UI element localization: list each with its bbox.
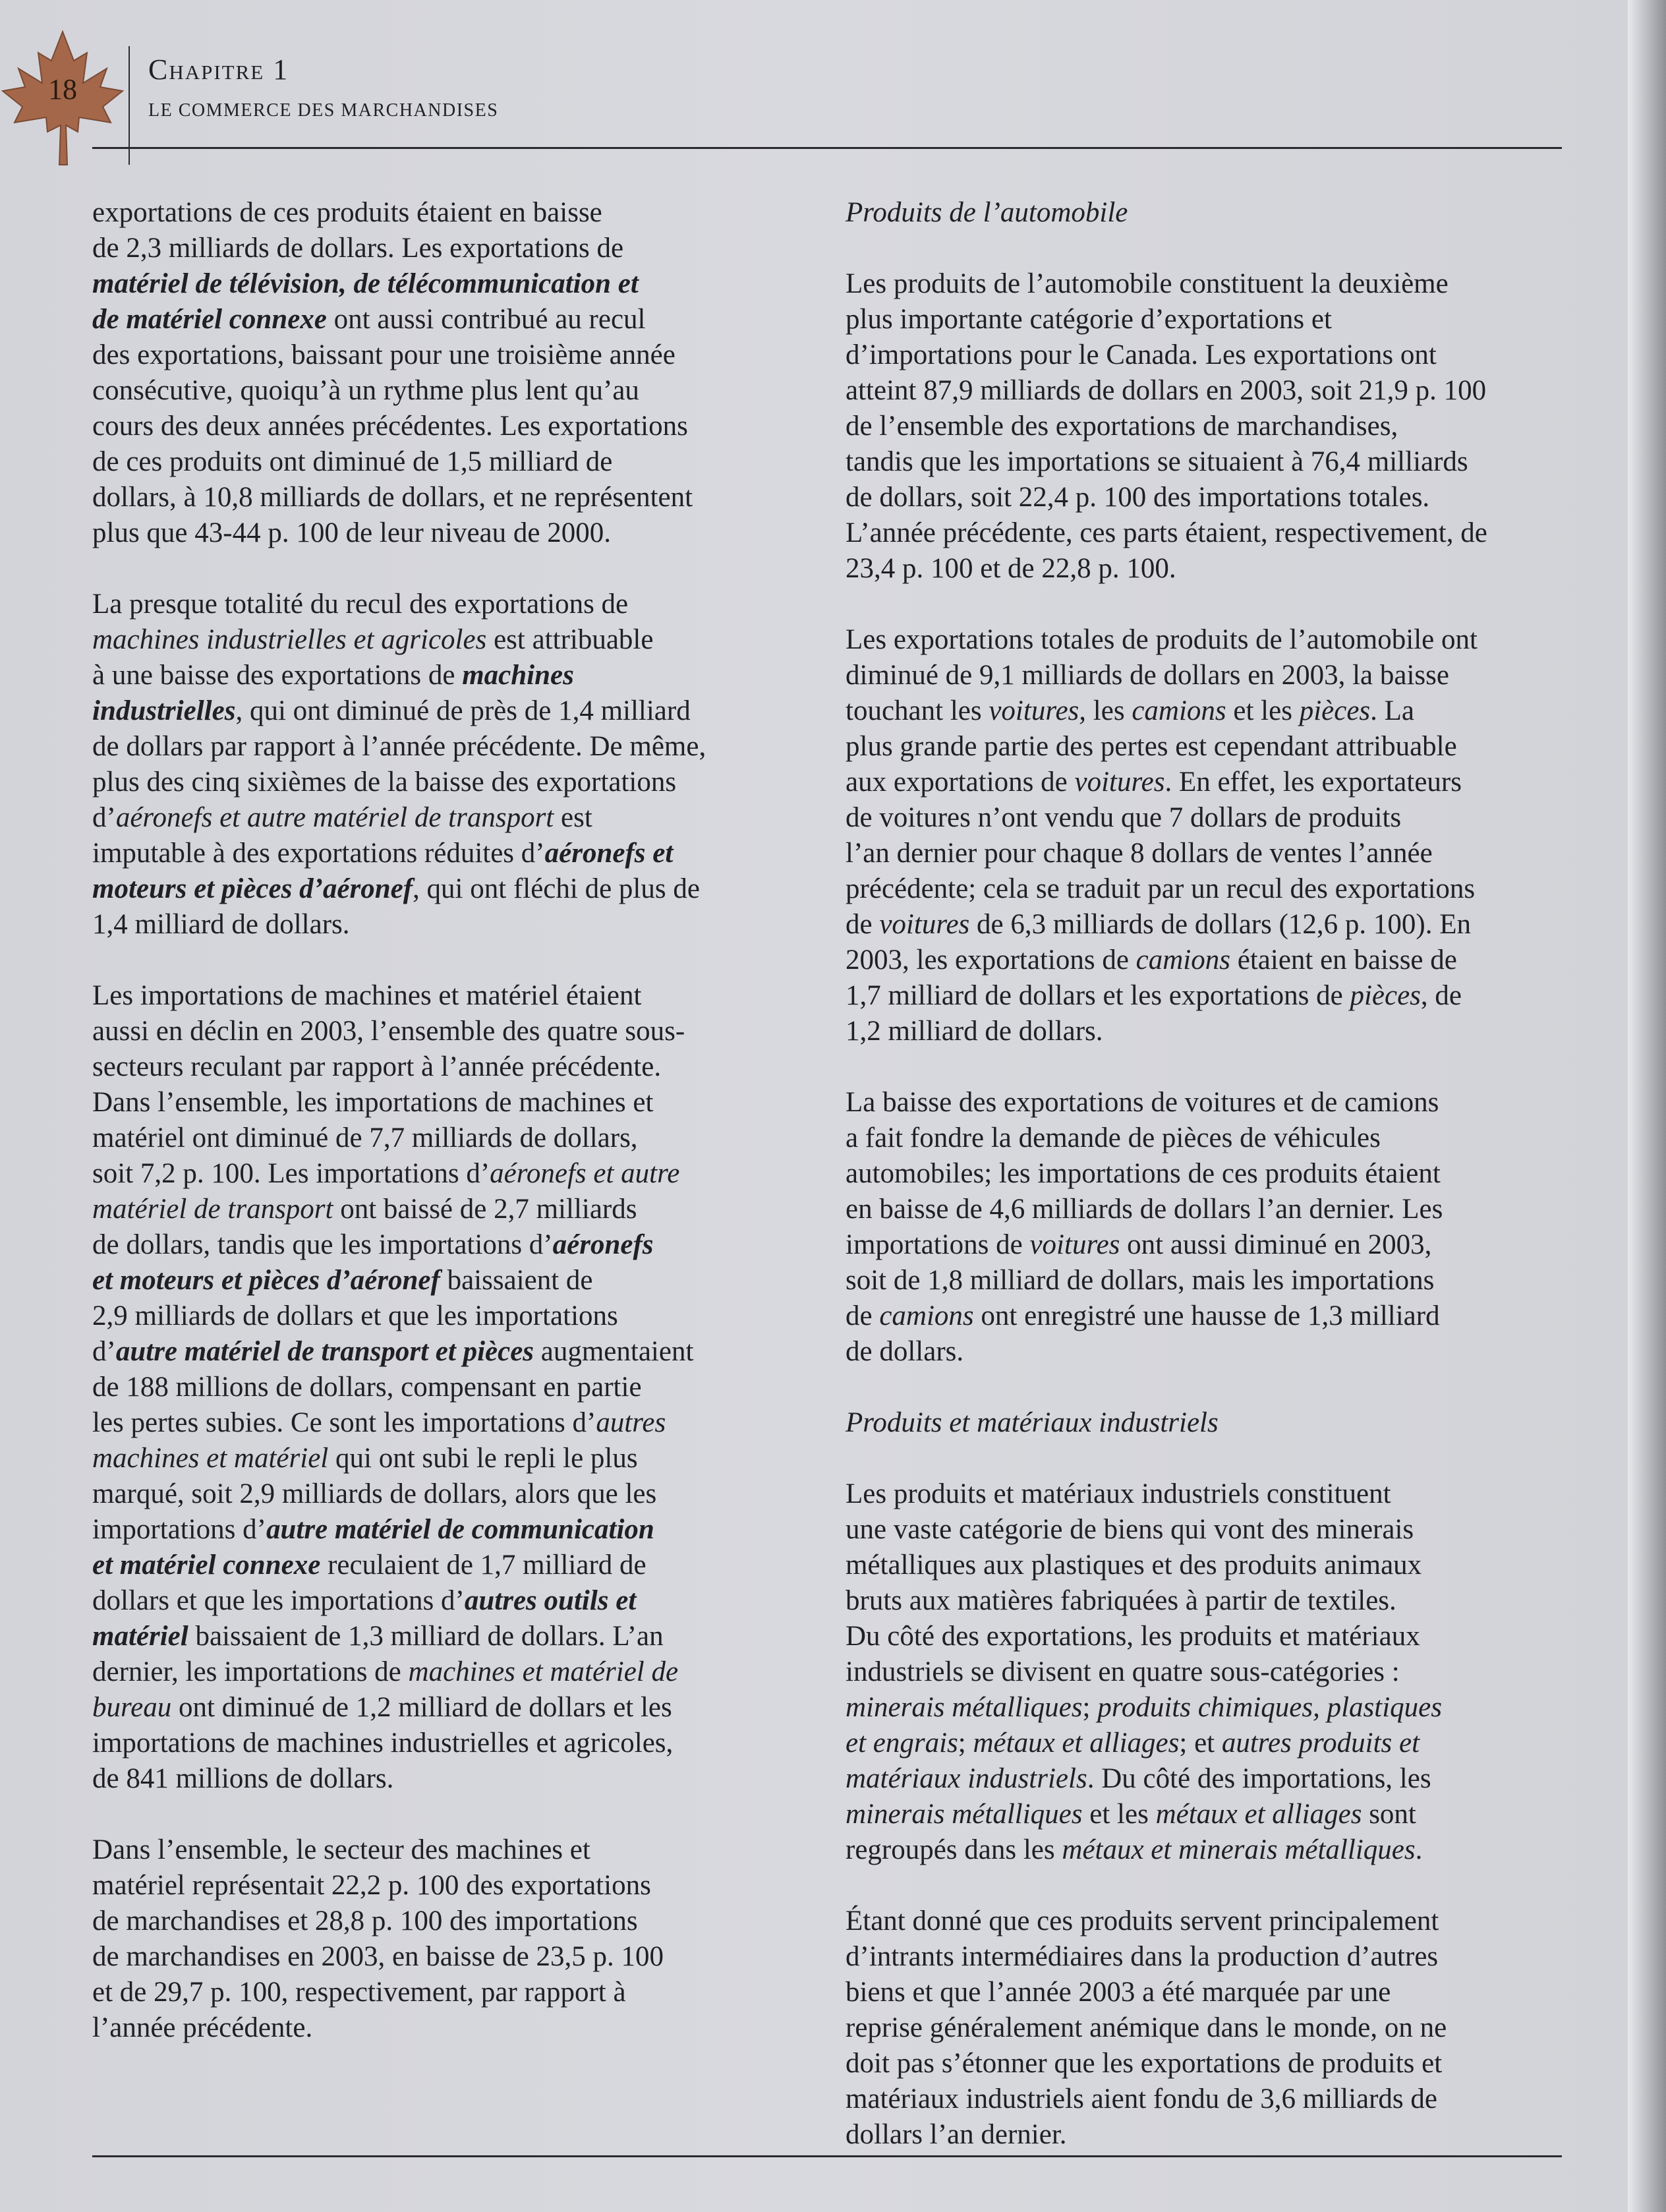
text-run: secteurs reculant par rapport à l’année précédente. — [92, 1051, 662, 1082]
text-line — [92, 1156, 817, 1192]
text-run: Du côté des exportations, les produits et matériaux — [846, 1621, 1420, 1652]
text-line — [846, 266, 1570, 302]
text-run: dollars et que les importations d’ — [92, 1585, 465, 1616]
text-run: des exportations, baissant pour une troisième année — [92, 339, 675, 370]
text-line — [846, 1014, 1570, 1049]
text-run: métaux et alliages — [1155, 1799, 1362, 1830]
text-line — [846, 1405, 1570, 1441]
text-run: machines et matériel — [92, 1443, 329, 1474]
text-run: camions — [879, 1300, 974, 1331]
text-run: baissaient de — [440, 1265, 593, 1296]
text-line — [92, 1512, 817, 1548]
text-line — [846, 1583, 1570, 1619]
text-run: . En effet, les exportateurs — [1164, 767, 1462, 798]
text-run: est — [554, 802, 592, 833]
text-run: aéronefs et autre — [490, 1158, 680, 1189]
text-line — [846, 2010, 1570, 2046]
text-line — [92, 765, 817, 800]
text-line — [846, 1975, 1570, 2010]
text-run: autres produits et — [1221, 1728, 1420, 1759]
text-run: sont — [1362, 1799, 1416, 1830]
text-line — [846, 373, 1570, 409]
text-run: ont aussi contribué au recul — [326, 304, 646, 335]
text-line — [92, 1761, 817, 1797]
text-line — [846, 658, 1570, 693]
page-number: 18 — [48, 73, 77, 105]
text-line — [92, 978, 817, 1014]
text-run: . Du côté des importations, les — [1087, 1763, 1431, 1794]
text-run: Les produits et matériaux industriels constituent — [846, 1478, 1391, 1509]
text-line — [92, 1583, 817, 1619]
right-column — [846, 195, 1570, 2153]
text-line — [92, 1939, 817, 1975]
text-run: de dollars. — [846, 1336, 964, 1367]
text-line — [846, 1227, 1570, 1263]
text-line — [92, 871, 817, 907]
text-run: reculaient de 1,7 milliard de — [320, 1550, 646, 1581]
text-run: de 2,3 milliards de dollars. Les exportations de — [92, 233, 624, 264]
text-run: en baisse de 4,6 milliards de dollars l’an dernier. Les — [846, 1194, 1443, 1225]
paragraph — [92, 195, 817, 551]
text-run: minerais métalliques — [846, 1799, 1083, 1830]
text-line — [92, 1121, 817, 1156]
paragraph — [846, 622, 1570, 1049]
page-edge — [1628, 0, 1666, 2212]
text-run: de dollars par rapport à l’année précédente. De même, — [92, 731, 706, 762]
text-run: est attribuable — [486, 624, 654, 655]
text-line — [846, 1548, 1570, 1583]
text-run: La baisse des exportations de voitures et de camions — [846, 1087, 1439, 1118]
text-run: aéronefs et autre matériel de transport — [115, 802, 554, 833]
text-line — [92, 302, 817, 337]
text-line — [846, 337, 1570, 373]
text-line — [846, 622, 1570, 658]
text-run: Les produits de l’automobile constituent la deuxième — [846, 268, 1449, 299]
text-run: d’intrants intermédiaires dans la production d’autres — [846, 1941, 1439, 1972]
text-run: de 188 millions de dollars, compensant en partie — [92, 1372, 642, 1403]
text-line — [846, 1156, 1570, 1192]
text-line — [92, 1690, 817, 1726]
text-line — [846, 1832, 1570, 1868]
text-line — [846, 1619, 1570, 1654]
text-line — [92, 1441, 817, 1476]
text-run: machines — [462, 660, 574, 691]
text-line — [92, 1548, 817, 1583]
text-run: camions — [1132, 695, 1226, 726]
text-run: plus grande partie des pertes est cependant attribuable — [846, 731, 1457, 762]
text-run: les pertes subies. Ce sont les importations d’ — [92, 1407, 596, 1438]
text-run: pièces — [1299, 695, 1371, 726]
text-line — [92, 1654, 817, 1690]
text-line — [92, 1476, 817, 1512]
text-line — [92, 1868, 817, 1904]
text-line — [846, 836, 1570, 871]
text-run: de dollars, soit 22,4 p. 100 des importations totales. — [846, 482, 1430, 513]
text-run: augmentaient — [534, 1336, 694, 1367]
text-run: L’année précédente, ces parts étaient, respectivement, de — [846, 517, 1487, 548]
text-run: autres — [596, 1407, 666, 1438]
text-line — [92, 1405, 817, 1441]
text-line — [92, 729, 817, 765]
text-line — [92, 337, 817, 373]
text-run: matériel de transport — [92, 1194, 333, 1225]
text-line — [92, 444, 817, 480]
text-line — [846, 551, 1570, 587]
text-run: camions — [1135, 945, 1230, 975]
text-run: Produits de l’automobile — [846, 197, 1128, 228]
section-heading — [846, 1405, 1570, 1441]
text-run: 1,4 milliard de dollars. — [92, 909, 350, 940]
text-run: de voitures n’ont vendu que 7 dollars de produits — [846, 802, 1402, 833]
text-run: touchant les — [846, 695, 989, 726]
text-run: aéronefs et — [544, 838, 674, 869]
text-line — [846, 302, 1570, 337]
chapter-label-text: Chapitre 1 — [148, 53, 289, 86]
text-line — [92, 266, 817, 302]
text-run: diminué de 9,1 milliards de dollars en 2003, la baisse — [846, 660, 1449, 691]
text-run: soit 7,2 p. 100. Les importations d’ — [92, 1158, 490, 1189]
text-run: marqué, soit 2,9 milliards de dollars, alors que les — [92, 1478, 657, 1509]
text-run: de l’ensemble des exportations de marchandises, — [846, 411, 1398, 442]
text-run: exportations de ces produits étaient en baisse — [92, 197, 602, 228]
text-line — [846, 2046, 1570, 2081]
text-run: 2,9 milliards de dollars et que les importations — [92, 1300, 618, 1331]
text-run: d’importations pour le Canada. Les exportations ont — [846, 339, 1437, 370]
text-line — [846, 444, 1570, 480]
text-run: dollars l’an dernier. — [846, 2119, 1067, 2150]
text-run: . — [1415, 1834, 1423, 1865]
text-line — [92, 195, 817, 231]
text-run: de 6,3 milliards de dollars (12,6 p. 100). En — [969, 909, 1472, 940]
text-run: métaux et alliages — [973, 1728, 1180, 1759]
paragraph — [92, 1832, 817, 2046]
text-run: imputable à des exportations réduites d’ — [92, 838, 545, 869]
text-line — [846, 943, 1570, 978]
text-line — [92, 587, 817, 622]
text-run: minerais métalliques — [846, 1692, 1083, 1723]
text-run: , qui ont diminué de près de 1,4 milliard — [235, 695, 691, 726]
text-run: moteurs et pièces d’aéronef — [92, 873, 413, 904]
text-run: consécutive, quoiqu’à un rythme plus lent qu’au — [92, 375, 639, 406]
paragraph — [846, 1085, 1570, 1370]
text-line — [92, 373, 817, 409]
text-run: de ces produits ont diminué de 1,5 milliard de — [92, 446, 613, 477]
text-run: aéronefs — [552, 1229, 654, 1260]
text-line — [92, 693, 817, 729]
text-run: Dans l’ensemble, les importations de machines et — [92, 1087, 654, 1118]
text-line — [92, 1370, 817, 1405]
text-line — [92, 836, 817, 871]
text-line — [846, 1939, 1570, 1975]
text-line — [92, 2010, 817, 2046]
text-run: ; — [1082, 1692, 1098, 1723]
text-run: reprise généralement anémique dans le monde, on ne — [846, 2012, 1447, 2043]
text-run: plus que 43-44 p. 100 de leur niveau de 2000. — [92, 517, 611, 548]
text-run: étaient en baisse de — [1230, 945, 1457, 975]
text-line — [846, 1726, 1570, 1761]
text-line — [92, 1619, 817, 1654]
section-heading — [846, 195, 1570, 231]
text-line — [92, 1726, 817, 1761]
text-run: de — [846, 909, 880, 940]
text-line — [92, 515, 817, 551]
text-run: Produits et matériaux industriels — [846, 1407, 1219, 1438]
header-rule — [92, 147, 1562, 149]
text-run: Les importations de machines et matériel étaient — [92, 980, 642, 1011]
text-line — [92, 1014, 817, 1049]
text-run: une vaste catégorie de biens qui vont des minerais — [846, 1514, 1414, 1545]
text-run: à une baisse des exportations de — [92, 660, 463, 691]
text-run: matériel ont diminué de 7,7 milliards de dollars, — [92, 1122, 638, 1153]
text-run: et les — [1082, 1799, 1156, 1830]
text-line — [92, 658, 817, 693]
text-line — [846, 1192, 1570, 1227]
text-run: atteint 87,9 milliards de dollars en 2003, soit 21,9 p. 100 — [846, 375, 1487, 406]
text-run: automobiles; les importations de ces produits étaient — [846, 1158, 1441, 1189]
text-line — [846, 409, 1570, 444]
text-line — [846, 871, 1570, 907]
text-line — [92, 409, 817, 444]
text-run: et de 29,7 p. 100, respectivement, par rapport à — [92, 1977, 626, 2008]
text-run: matériel de télévision, de télécommunication et — [92, 268, 639, 299]
text-run: 1,7 milliard de dollars et les exportations de — [846, 980, 1350, 1011]
text-line — [846, 800, 1570, 836]
text-run: bruts aux matières fabriquées à partir de textiles. — [846, 1585, 1396, 1616]
text-line — [846, 693, 1570, 729]
text-run: tandis que les importations se situaient à 76,4 milliards — [846, 446, 1468, 477]
text-run: Dans l’ensemble, le secteur des machines et — [92, 1834, 590, 1865]
text-line — [846, 1690, 1570, 1726]
text-run: importations d’ — [92, 1514, 266, 1545]
text-run: précédente; cela se traduit par un recul des exportations — [846, 873, 1476, 904]
text-run: voitures — [1029, 1229, 1120, 1260]
text-line — [846, 765, 1570, 800]
text-line — [846, 480, 1570, 515]
text-run: industrielles — [92, 695, 236, 726]
text-run: d’ — [92, 1336, 116, 1367]
chapter-title: LE COMMERCE DES MARCHANDISES — [148, 100, 499, 121]
text-run: ont baissé de 2,7 milliards — [333, 1194, 637, 1225]
text-run: métalliques aux plastiques et des produits animaux — [846, 1550, 1422, 1581]
text-run: et moteurs et pièces d’aéronef — [92, 1265, 440, 1296]
text-line — [846, 1476, 1570, 1512]
text-line — [92, 1904, 817, 1939]
text-run: ont aussi diminué en 2003, — [1120, 1229, 1432, 1260]
text-run: . La — [1370, 695, 1414, 726]
text-run: de 841 millions de dollars. — [92, 1763, 394, 1794]
text-run: voitures — [879, 909, 970, 940]
text-line — [92, 1263, 817, 1298]
text-run: doit pas s’étonner que les exportations de produits et — [846, 2048, 1443, 2079]
text-run: et engrais — [846, 1728, 958, 1759]
text-run: Les exportations totales de produits de l’automobile ont — [846, 624, 1478, 655]
text-run: de marchandises et 28,8 p. 100 des importations — [92, 1906, 638, 1936]
text-line — [846, 1334, 1570, 1370]
text-run: l’année précédente. — [92, 2012, 313, 2043]
text-run: soit de 1,8 milliard de dollars, mais les importations — [846, 1265, 1435, 1296]
text-line — [846, 515, 1570, 551]
text-line — [846, 1904, 1570, 1939]
text-line — [92, 1049, 817, 1085]
text-line — [846, 1512, 1570, 1548]
text-run: importations de machines industrielles et agricoles, — [92, 1728, 674, 1759]
text-run: et les — [1226, 695, 1300, 726]
text-line — [846, 1761, 1570, 1797]
text-run: et matériel connexe — [92, 1550, 321, 1581]
text-run: importations de — [846, 1229, 1030, 1260]
text-run: autres outils et — [464, 1585, 637, 1616]
text-run: autre matériel de transport et pièces — [115, 1336, 534, 1367]
text-line — [92, 1227, 817, 1263]
text-run: d’ — [92, 802, 116, 833]
text-line — [92, 800, 817, 836]
text-line — [92, 1975, 817, 2010]
text-run: dollars, à 10,8 milliards de dollars, et ne représentent — [92, 482, 693, 513]
text-run: matériaux industriels aient fondu de 3,6 milliards de — [846, 2083, 1438, 2114]
text-line — [846, 907, 1570, 943]
text-line — [846, 978, 1570, 1014]
text-line — [92, 1334, 817, 1370]
text-run: métaux et minerais métalliques — [1062, 1834, 1416, 1865]
text-line — [92, 231, 817, 266]
text-run: La presque totalité du recul des exportations de — [92, 589, 629, 620]
text-run: dernier, les importations de — [92, 1656, 409, 1687]
text-run: matériel représentait 22,2 p. 100 des exportations — [92, 1870, 651, 1901]
text-run: voitures, — [989, 695, 1087, 726]
text-run: les — [1086, 695, 1132, 726]
text-run: qui ont subi le repli le plus — [328, 1443, 638, 1474]
text-run: de matériel connexe — [92, 304, 327, 335]
text-run: plus importante catégorie d’exportations et — [846, 304, 1332, 335]
text-run: a fait fondre la demande de pièces de véhicules — [846, 1122, 1381, 1153]
text-run: matériaux industriels — [846, 1763, 1087, 1794]
text-run: regroupés dans les — [846, 1834, 1062, 1865]
text-run: machines et matériel de — [408, 1656, 679, 1687]
text-run: de — [846, 1300, 880, 1331]
text-line — [846, 1263, 1570, 1298]
text-line — [92, 1832, 817, 1868]
paragraph — [846, 1476, 1570, 1868]
text-run: ; et — [1179, 1728, 1222, 1759]
text-run: produits chimiques, plastiques — [1097, 1692, 1442, 1723]
text-line — [846, 195, 1570, 231]
text-run: , qui ont fléchi de plus de — [413, 873, 700, 904]
text-run: 2003, les exportations de — [846, 945, 1136, 975]
text-run: cours des deux années précédentes. Les exportations — [92, 411, 688, 442]
text-run: 1,2 milliard de dollars. — [846, 1016, 1103, 1047]
text-run: ont diminué de 1,2 milliard de dollars et les — [171, 1692, 672, 1723]
text-run: ; — [958, 1728, 973, 1759]
text-run: de dollars, tandis que les importations d’ — [92, 1229, 553, 1260]
text-run: voitures — [1074, 767, 1165, 798]
text-run: , de — [1420, 980, 1462, 1011]
text-line — [846, 1121, 1570, 1156]
text-run: aussi en déclin en 2003, l’ensemble des quatre sous- — [92, 1016, 685, 1047]
text-run: 23,4 p. 100 et de 22,8 p. 100. — [846, 553, 1176, 584]
paragraph — [92, 978, 817, 1797]
text-line — [92, 907, 817, 943]
text-line — [92, 622, 817, 658]
text-line — [846, 729, 1570, 765]
text-line — [92, 1085, 817, 1121]
text-line — [846, 2117, 1570, 2153]
chapter-label — [148, 53, 289, 86]
text-run: autre matériel de communication — [266, 1514, 654, 1545]
text-line — [846, 2081, 1570, 2117]
text-run: baissaient de 1,3 milliard de dollars. L’an — [188, 1621, 664, 1652]
text-run: bureau — [92, 1692, 172, 1723]
text-run: ont enregistré une hausse de 1,3 milliard — [973, 1300, 1440, 1331]
footer-rule — [92, 2155, 1562, 2157]
text-run: matériel — [92, 1621, 188, 1652]
paragraph — [92, 587, 817, 943]
text-run: Étant donné que ces produits servent principalement — [846, 1906, 1439, 1936]
text-run: aux exportations de — [846, 767, 1075, 798]
text-run: machines industrielles et agricoles — [92, 624, 487, 655]
paragraph — [846, 1904, 1570, 2153]
text-line — [846, 1298, 1570, 1334]
text-run: l’an dernier pour chaque 8 dollars de ventes l’année — [846, 838, 1433, 869]
left-column — [92, 195, 817, 2046]
text-run: industriels se divisent en quatre sous-catégories : — [846, 1656, 1400, 1687]
text-run: biens et que l’année 2003 a été marquée par une — [846, 1977, 1391, 2008]
text-run: plus des cinq sixièmes de la baisse des exportations — [92, 767, 677, 798]
text-line — [846, 1654, 1570, 1690]
text-line — [846, 1797, 1570, 1832]
paragraph — [846, 266, 1570, 587]
text-line — [846, 1085, 1570, 1121]
text-line — [92, 480, 817, 515]
text-run: de marchandises en 2003, en baisse de 23,5 p. 100 — [92, 1941, 664, 1972]
text-line — [92, 1298, 817, 1334]
text-line — [92, 1192, 817, 1227]
text-run: pièces — [1350, 980, 1421, 1011]
